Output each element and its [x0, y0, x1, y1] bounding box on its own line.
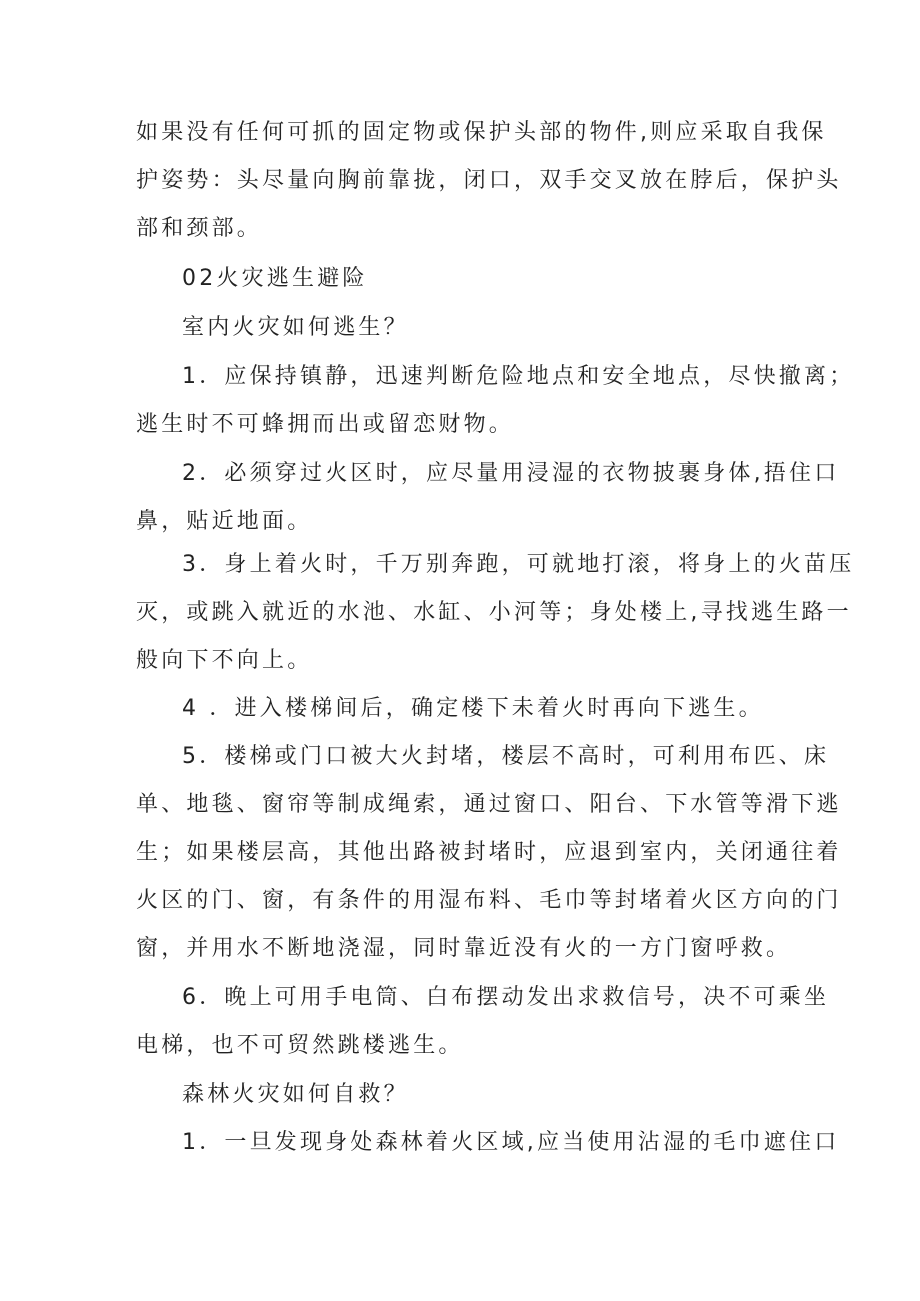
list-item-line: 单、地毯、窗帘等制成绳索，通过窗口、阳台、下水管等滑下逃: [136, 792, 842, 817]
list-item-line: 窗，并用水不断地浇湿，同时靠近没有火的一方门窗呼救。: [136, 936, 792, 961]
list-item-line: 5．楼梯或门口被大火封堵，楼层不高时，可利用布匹、床: [182, 744, 830, 769]
paragraph-line: 如果没有任何可抓的固定物或保护头部的物件,则应采取自我保: [136, 120, 827, 145]
list-item-line: 灭，或跳入就近的水池、水缸、小河等；身处楼上,寻找逃生路一: [136, 600, 852, 625]
list-item-line: 2．必须穿过火区时，应尽量用浸湿的衣物披裹身体,捂住口: [182, 461, 840, 486]
list-item-line: 生；如果楼层高，其他出路被封堵时，应退到室内，关闭通往着: [136, 840, 842, 865]
list-item-line: 1．一旦发现身处森林着火区域,应当使用沾湿的毛巾遮住口: [182, 1130, 840, 1155]
paragraph-line: 护姿势：头尽量向胸前靠拢，闭口，双手交叉放在脖后，保护头: [136, 168, 842, 193]
subsection-heading: 森林火灾如何自救？: [182, 1082, 409, 1107]
list-item-line: 1．应保持镇静，迅速判断危险地点和安全地点，尽快撤离；: [182, 364, 855, 389]
list-item-line: 逃生时不可蜂拥而出或留恋财物。: [136, 412, 515, 437]
paragraph-line: 部和颈部。: [136, 216, 263, 241]
list-item-line: 4 ．进入楼梯间后，确定楼下未着火时再向下逃生。: [182, 696, 764, 721]
list-item-line: 般向下不向上。: [136, 648, 313, 673]
list-item-line: 电梯，也不可贸然跳楼逃生。: [136, 1033, 464, 1058]
subsection-heading: 室内火灾如何逃生？: [182, 315, 409, 340]
list-item-line: 火区的门、窗，有条件的用湿布料、毛巾等封堵着火区方向的门: [136, 888, 842, 913]
list-item-line: 3．身上着火时，千万别奔跑，可就地打滚，将身上的火苗压: [182, 552, 855, 577]
list-item-line: 6．晚上可用手电筒、白布摆动发出求救信号，决不可乘坐: [182, 985, 830, 1010]
list-item-line: 鼻，贴近地面。: [136, 509, 313, 534]
section-heading: 02火灾逃生避险: [182, 266, 368, 291]
